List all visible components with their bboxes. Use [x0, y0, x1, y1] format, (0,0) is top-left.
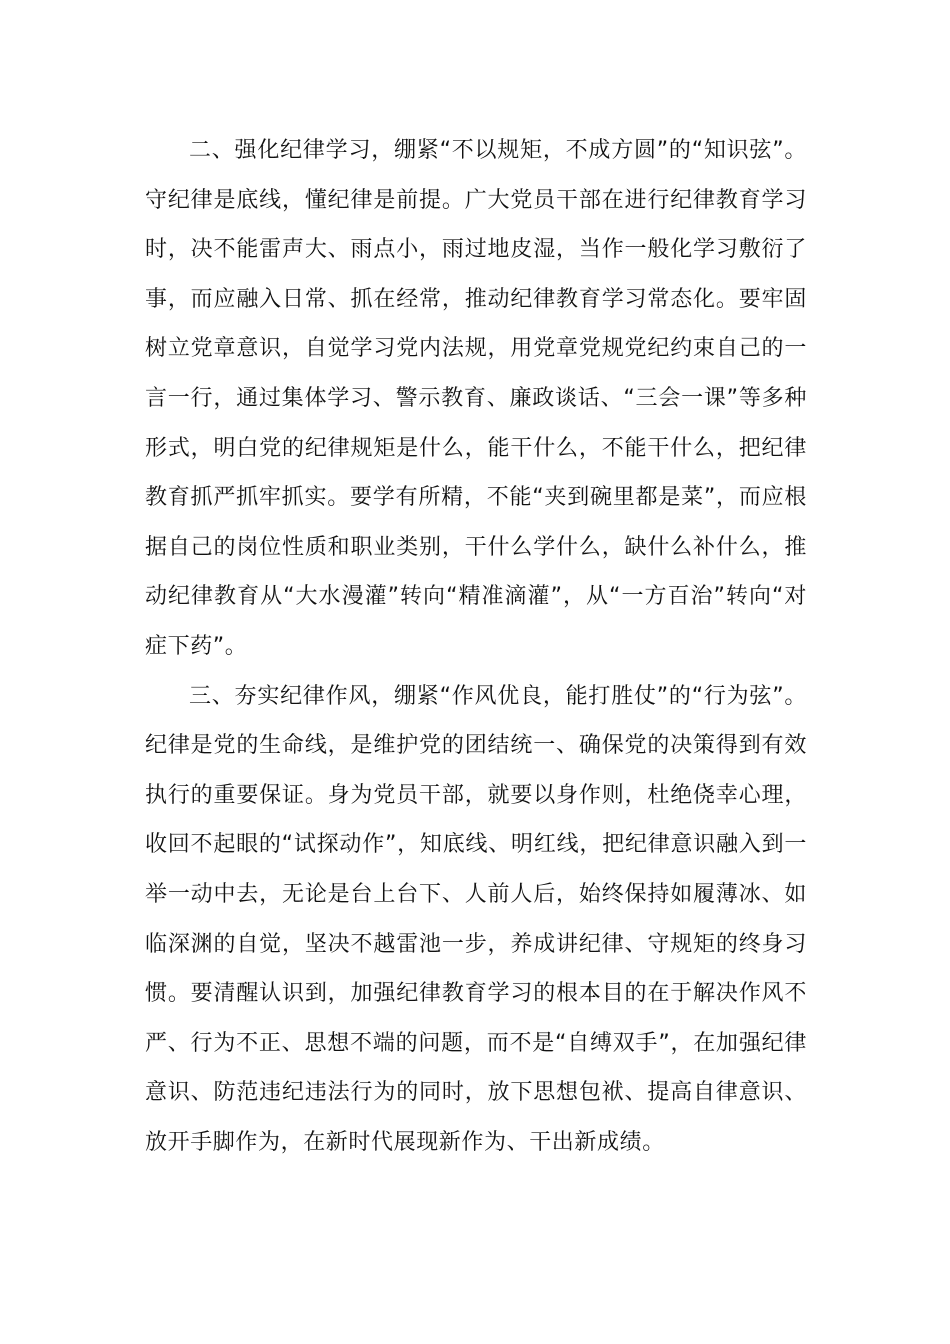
paragraph-discipline-study: 二、强化纪律学习，绷紧“不以规矩，不成方圆”的“知识弦”。守纪律是底线，懂纪律是前提。广大党员干部在进行纪律教育学习时，决不能雷声大、雨点小，雨过地皮湿，当作一般化学习敷衍了事，而应融入日常、抓在经常，推动纪律教育学习常态化。要牢固树立党章意识，自觉学习党内法规，用党章党规党纪约束自己的一言一行，通过集体学习、警示教育、廉政谈话、“三会一课”等多种形式，明白党的纪律规矩是什么，能干什么，不能干什么，把纪律教育抓严抓牢抓实。要学有所精，不能“夹到碗里都是菜”，而应根据自己的岗位性质和职业类别，干什么学什么，缺什么补什么，推动纪律教育从“大水漫灌”转向“精准滴灌”，从“一方百治”转向“对症下药”。 — [145, 138, 807, 659]
document-body — [145, 126, 807, 1167]
paragraph-discipline-style: 三、夯实纪律作风，绷紧“作风优良，能打胜仗”的“行为弦”。纪律是党的生命线，是维护党的团结统一、确保党的决策得到有效执行的重要保证。身为党员干部，就要以身作则，杜绝侥幸心理，收回不起眼的“试探动作”，知底线、明红线，把纪律意识融入到一举一动中去，无论是台上台下、人前人后，始终保持如履薄冰、如临深渊的自觉，坚决不越雷池一步，养成讲纪律、守规矩的终身习惯。要清醒认识到，加强纪律教育学习的根本目的在于解决作风不严、行为不正、思想不端的问题，而不是“自缚双手”，在加强纪律意识、防范违纪违法行为的同时，放下思想包袱、提高自律意识、放开手脚作为，在新时代展现新作为、干出新成绩。 — [145, 683, 807, 1155]
